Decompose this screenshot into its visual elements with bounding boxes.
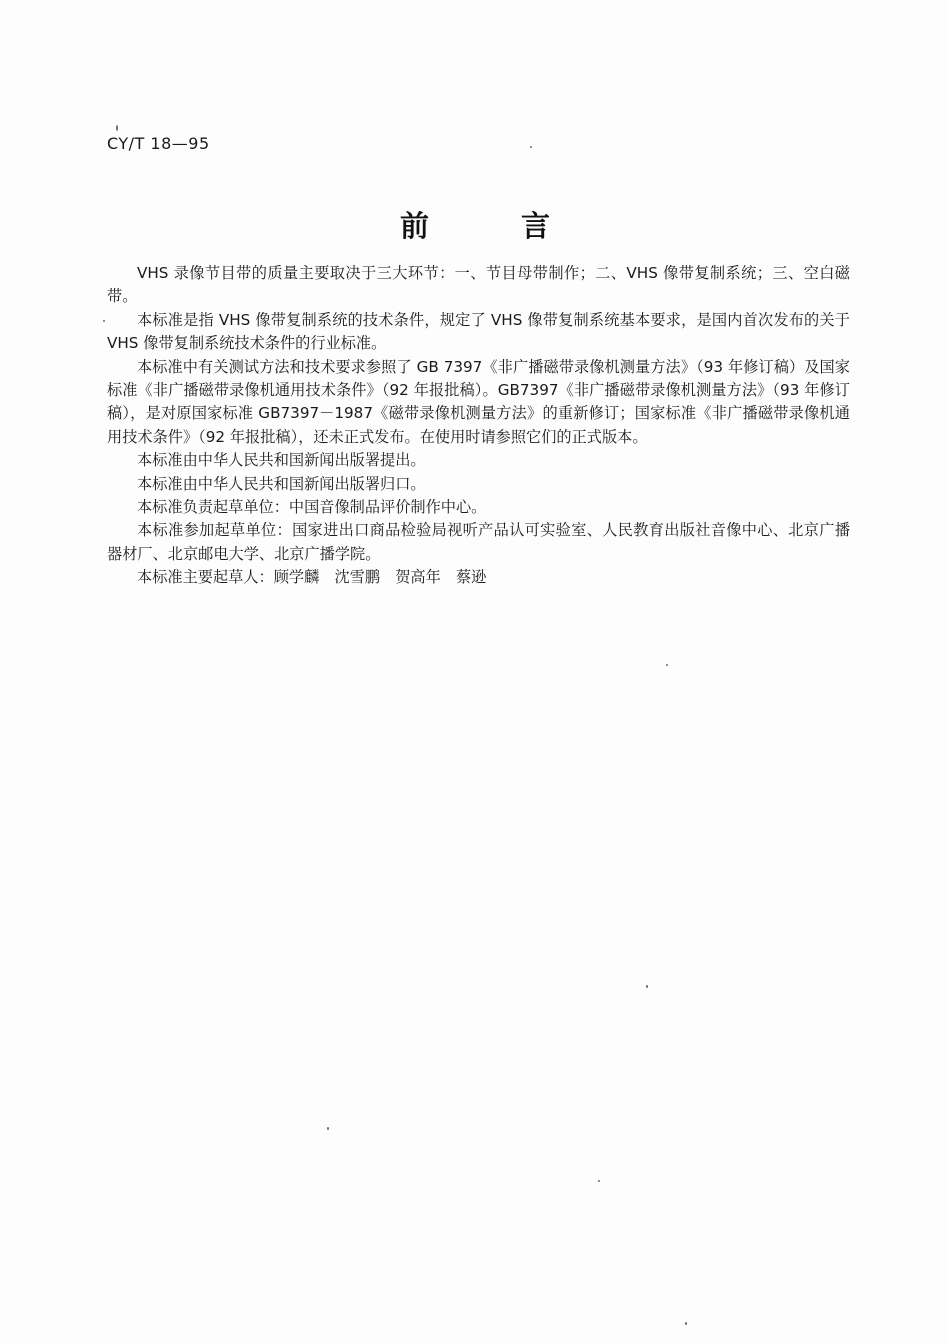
scan-speck bbox=[116, 125, 118, 131]
paragraph-responsible-unit: 本标准负责起草单位：中国音像制品评价制作中心。 bbox=[137, 498, 487, 517]
scan-speck bbox=[646, 985, 648, 988]
scan-speck bbox=[327, 1127, 329, 1130]
scan-speck bbox=[103, 320, 105, 322]
section-title bbox=[0, 204, 950, 245]
title-char-1: 前 bbox=[399, 209, 429, 243]
paragraph-managed-by: 本标准由中华人民共和国新闻出版署归口。 bbox=[137, 474, 426, 493]
paragraph-references: 本标准中有关测试方法和技术要求参照了 GB 7397《非广播磁带录像机测量方法》（93 年修订稿）及国家标准《非广播磁带录像机通用技术条件》（92 年报批稿）。GB7397《非广播磁带录像机测量方法》（93 年修订稿），是对原国家标准 GB7397－1987《磁带录像机测量方法》的重新修订；国家标准《非广播磁带录像机通用技术条件》（92 年报批稿），还未正式发布。在使用时请参照它们的正式版本。 bbox=[107, 357, 850, 446]
scan-speck bbox=[685, 1322, 687, 1325]
paragraph-proposed-by: 本标准由中华人民共和国新闻出版署提出。 bbox=[137, 451, 426, 470]
paragraph-participating-units: 本标准参加起草单位：国家进出口商品检验局视听产品认可实验室、人民教育出版社音像中心、北京广播器材厂、北京邮电大学、北京广播学院。 bbox=[107, 521, 850, 563]
scan-speck bbox=[598, 1180, 600, 1182]
paragraph-scope: 本标准是指 VHS 像带复制系统的技术条件，规定了 VHS 像带复制系统基本要求，是国内首次发布的关于 VHS 像带复制系统技术条件的行业标准。 bbox=[107, 310, 850, 353]
title-char-2: 言 bbox=[521, 209, 551, 243]
standard-code: CY/T 18—95 bbox=[107, 134, 210, 153]
scan-speck bbox=[666, 664, 668, 666]
paragraph-quality: VHS 录像节目带的质量主要取决于三大环节：一、节目母带制作；二、VHS 像带复制系统；三、空白磁带。 bbox=[107, 264, 850, 306]
scan-speck bbox=[530, 146, 532, 148]
foreword-body bbox=[107, 262, 850, 590]
paragraph-drafters: 本标准主要起草人：顾学麟 沈雪鹏 贺高年 蔡逊 bbox=[137, 568, 487, 587]
